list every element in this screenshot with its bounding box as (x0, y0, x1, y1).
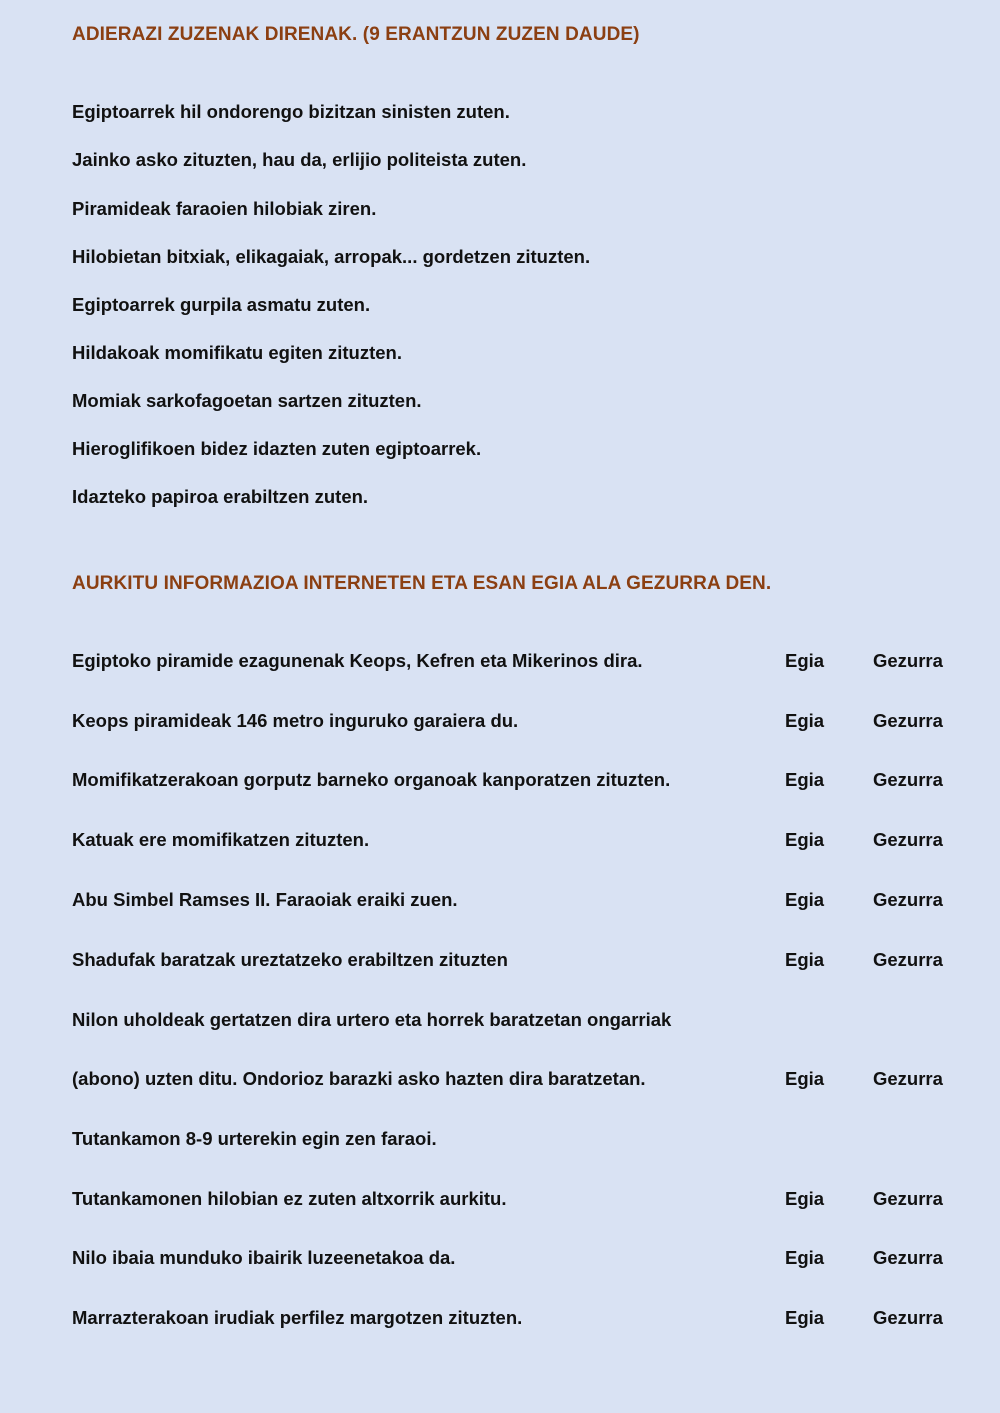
gezurra-option[interactable]: Gezurra (873, 650, 943, 671)
gezurra-option[interactable]: Gezurra (873, 710, 943, 731)
tf-row-6 (72, 949, 952, 975)
egia-option[interactable]: Egia (785, 949, 825, 970)
gezurra-option[interactable]: Gezurra (873, 1247, 943, 1268)
tf-row-1 (72, 650, 952, 676)
tf-row-10 (72, 1188, 952, 1214)
gezurra-option[interactable]: Gezurra (873, 1068, 943, 1089)
tf-row-text: Egiptoko piramide ezagunenak Keops, Kefren eta Mikerinos dira. (72, 650, 643, 671)
statement-7[interactable]: Momiak sarkofagoetan sartzen zituzten. (72, 390, 422, 411)
egia-option[interactable]: Egia (785, 1188, 825, 1209)
statement-4[interactable]: Hilobietan bitxiak, elikagaiak, arropak... gordetzen zituzten. (72, 246, 591, 267)
gezurra-option[interactable]: Gezurra (873, 1307, 943, 1328)
tf-row-11 (72, 1247, 952, 1273)
tf-row-2 (72, 710, 952, 736)
tf-row-4 (72, 829, 952, 855)
egia-option[interactable]: Egia (785, 1307, 825, 1328)
gezurra-option[interactable]: Gezurra (873, 829, 943, 850)
tf-row-text: Momifikatzerakoan gorputz barneko organoak kanporatzen zituzten. (72, 769, 671, 790)
tf-row-text: Abu Simbel Ramses II. Faraoiak eraiki zuen. (72, 889, 458, 910)
tf-row-text: Katuak ere momifikatzen zituzten. (72, 829, 370, 850)
tf-row-text: Nilo ibaia munduko ibairik luzeenetakoa da. (72, 1247, 456, 1268)
tf-row-7 (72, 1009, 952, 1035)
statement-9[interactable]: Idazteko papiroa erabiltzen zuten. (72, 486, 369, 507)
statement-2[interactable]: Jainko asko zituzten, hau da, erlijio politeista zuten. (72, 149, 527, 170)
tf-row-12 (72, 1307, 952, 1333)
statement-3[interactable]: Piramideak faraoien hilobiak ziren. (72, 198, 377, 219)
statement-1[interactable]: Egiptoarrek hil ondorengo bizitzan sinisten zuten. (72, 101, 510, 122)
statement-6[interactable]: Hildakoak momifikatu egiten zituzten. (72, 342, 402, 363)
tf-row-text: Tutankamonen hilobian ez zuten altxorrik aurkitu. (72, 1188, 507, 1209)
tf-row-9 (72, 1128, 952, 1154)
section1-title: ADIERAZI ZUZENAK DIRENAK. (9 ERANTZUN ZUZEN DAUDE) (72, 24, 640, 45)
tf-row-5 (72, 889, 952, 915)
tf-row-text: (abono) uzten ditu. Ondorioz barazki asko hazten dira baratzetan. (72, 1068, 646, 1089)
tf-row-text: Keops piramideak 146 metro inguruko garaiera du. (72, 710, 519, 731)
tf-row-text: Tutankamon 8-9 urterekin egin zen faraoi. (72, 1128, 437, 1149)
egia-option[interactable]: Egia (785, 769, 825, 790)
section2-title: AURKITU INFORMAZIOA INTERNETEN ETA ESAN EGIA ALA GEZURRA DEN. (72, 573, 772, 594)
statement-5[interactable]: Egiptoarrek gurpila asmatu zuten. (72, 294, 371, 315)
egia-option[interactable]: Egia (785, 1247, 825, 1268)
tf-row-text: Shadufak baratzak ureztatzeko erabiltzen zituzten (72, 949, 508, 970)
gezurra-option[interactable]: Gezurra (873, 1188, 943, 1209)
statement-8[interactable]: Hieroglifikoen bidez idazten zuten egiptoarrek. (72, 438, 482, 459)
egia-option[interactable]: Egia (785, 650, 825, 671)
tf-row-text: Marrazterakoan irudiak perfilez margotzen zituzten. (72, 1307, 523, 1328)
egia-option[interactable]: Egia (785, 829, 825, 850)
tf-row-3 (72, 769, 952, 795)
egia-option[interactable]: Egia (785, 1068, 825, 1089)
egia-option[interactable]: Egia (785, 710, 825, 731)
gezurra-option[interactable]: Gezurra (873, 889, 943, 910)
gezurra-option[interactable]: Gezurra (873, 769, 943, 790)
gezurra-option[interactable]: Gezurra (873, 949, 943, 970)
tf-row-text: Nilon uholdeak gertatzen dira urtero eta horrek baratzetan ongarriak (72, 1009, 672, 1030)
egia-option[interactable]: Egia (785, 889, 825, 910)
tf-row-8 (72, 1068, 952, 1094)
